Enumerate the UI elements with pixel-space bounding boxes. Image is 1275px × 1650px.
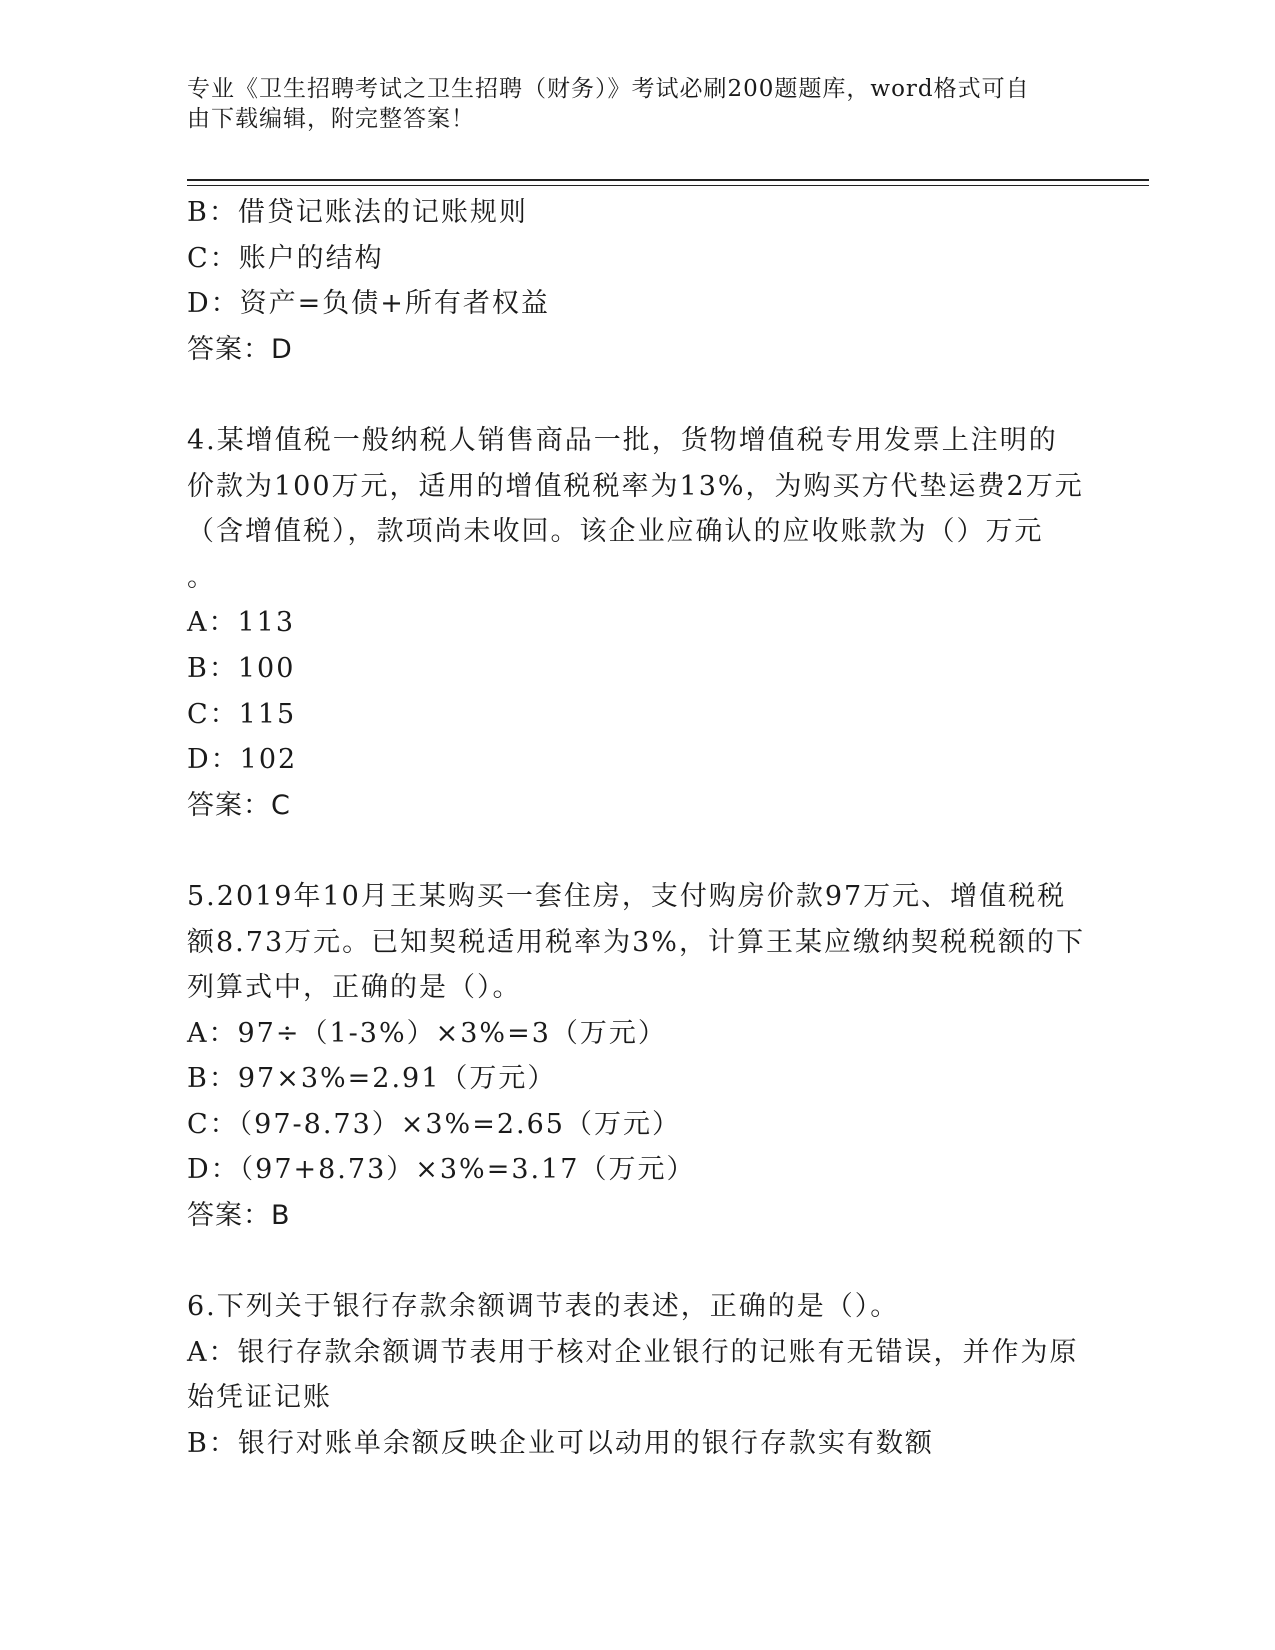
question-stem-line: 5.2019年10月王某购买一套住房，支付购房价款97万元、增值税税	[187, 880, 1067, 912]
option-a-continued: 始凭证记账	[187, 1382, 332, 1414]
option-a: A：97÷（1-3%）×3%=3（万元）	[187, 1017, 667, 1049]
header-line-2: 由下载编辑，附完整答案！	[187, 106, 475, 132]
option-d: D：资产=负债+所有者权益	[187, 288, 550, 320]
header-line-1: 专业《卫生招聘考试之卫生招聘（财务）》考试必刷200题题库，word格式可自	[187, 76, 1030, 102]
question-stem-line: 额8.73万元。已知契税适用税率为3%，计算王某应缴纳契税税额的下	[187, 926, 1085, 958]
question-stem-line: （含增值税），款项尚未收回。该企业应确认的应收账款为（）万元	[187, 516, 1044, 548]
question-6	[187, 1284, 1087, 1466]
option-c: C：115	[187, 698, 297, 730]
option-b: B：银行对账单余额反映企业可以动用的银行存款实有数额	[187, 1428, 934, 1460]
question-5	[187, 874, 1087, 1239]
option-d: D：102	[187, 744, 298, 776]
option-a: A：113	[187, 607, 296, 639]
header-divider-thick	[187, 179, 1149, 181]
question-prev	[187, 190, 1087, 372]
answer-line: 答案：D	[187, 333, 293, 365]
question-stem-line: 6.下列关于银行存款余额调节表的表述，正确的是（）。	[187, 1291, 900, 1323]
header-divider-thin	[187, 185, 1149, 186]
question-stem-line: 4.某增值税一般纳税人销售商品一批，货物增值税专用发票上注明的	[187, 424, 1058, 456]
question-stem-line: 价款为100万元，适用的增值税税率为13%，为购买方代垫运费2万元	[187, 470, 1084, 502]
option-b: B：100	[187, 652, 296, 684]
option-b: B：借贷记账法的记账规则	[187, 197, 528, 228]
question-4	[187, 418, 1087, 828]
question-list	[187, 190, 1087, 1467]
document-header	[187, 74, 1067, 134]
option-c: C：账户的结构	[187, 242, 384, 274]
answer-line: 答案：B	[187, 1200, 291, 1232]
option-b: B：97×3%=2.91（万元）	[187, 1063, 557, 1095]
option-c: C：（97-8.73）×3%=2.65（万元）	[187, 1108, 681, 1140]
option-d: D：（97+8.73）×3%=3.17（万元）	[187, 1154, 696, 1186]
answer-line: 答案：C	[187, 789, 291, 821]
question-stem-line: 列算式中，正确的是（）。	[187, 972, 522, 1004]
option-a: A：银行存款余额调节表用于核对企业银行的记账有无错误，并作为原	[187, 1336, 1079, 1368]
question-stem-line: 。	[187, 561, 216, 593]
